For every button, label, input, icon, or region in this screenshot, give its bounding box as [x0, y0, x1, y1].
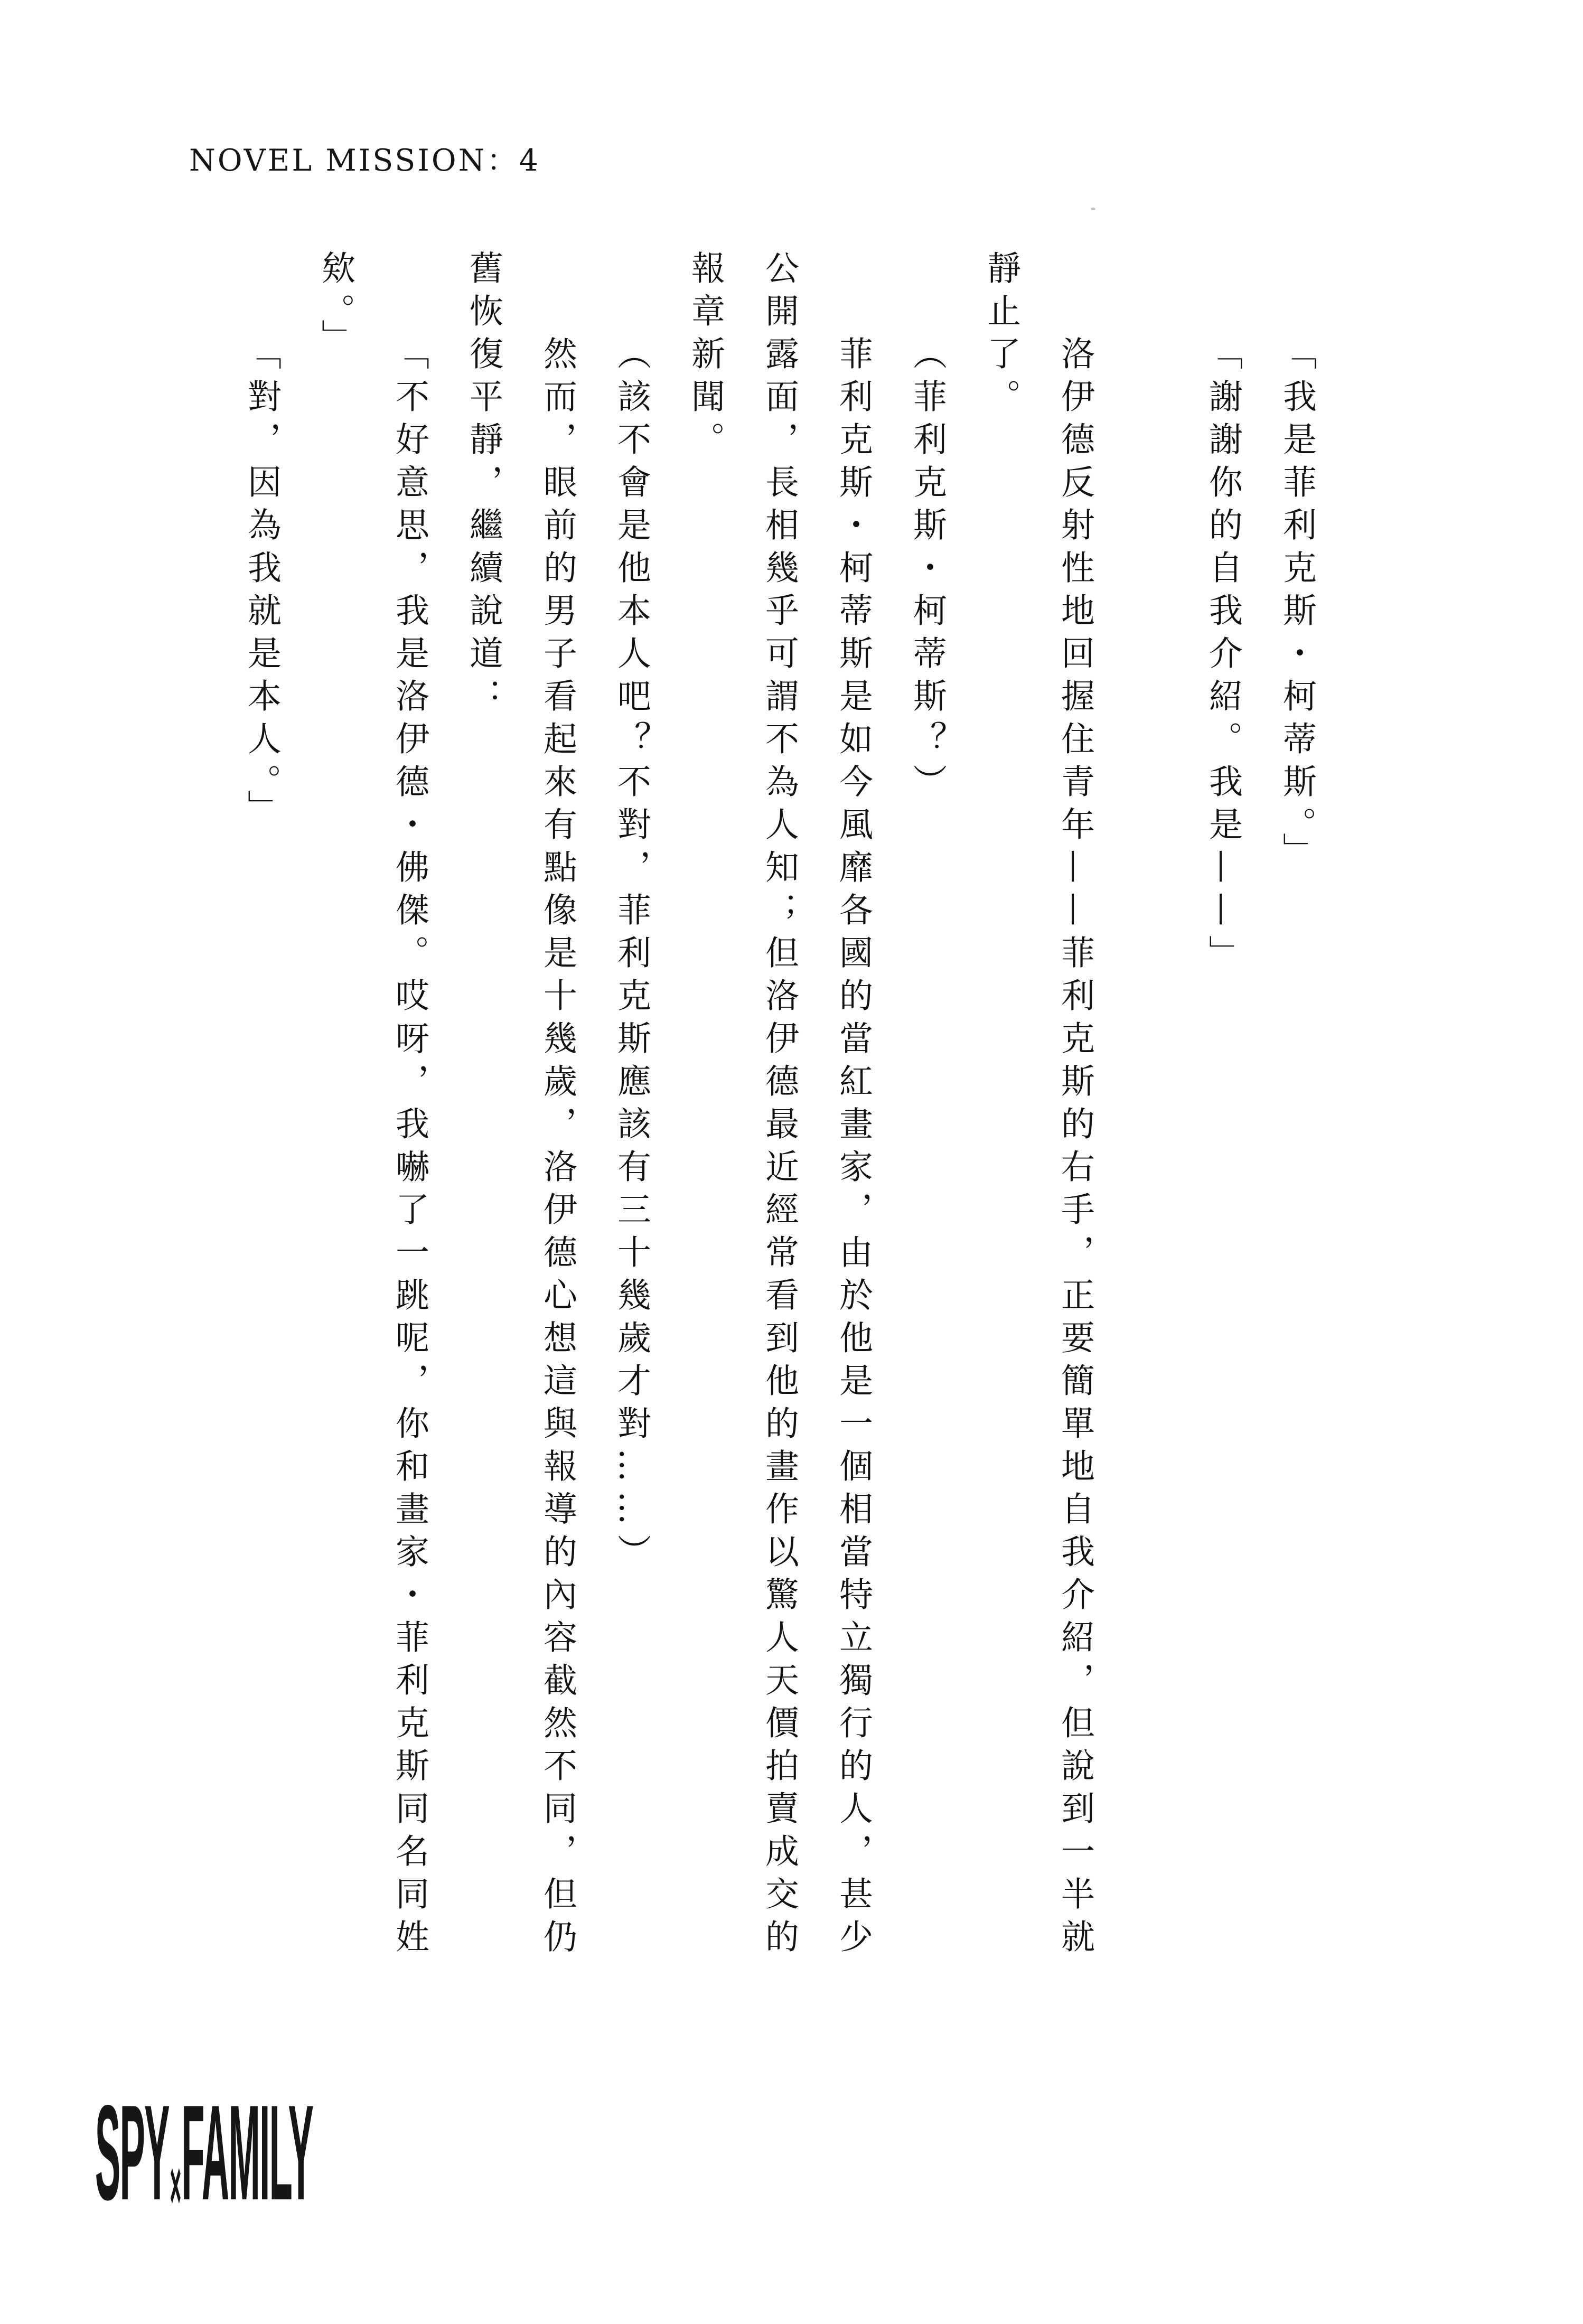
novel-text-block — [224, 250, 1334, 1962]
novel-paragraph: 菲利克斯・柯蒂斯是如今風靡各國的當紅畫家，由於他是一個相當特立獨行的人，甚少公開露面，長相幾乎可謂不為人知；但洛伊德最近經常看到他的畫作以驚人天價拍賣成交的報章新聞。 — [686, 250, 873, 1962]
novel-paragraph: 「不好意思，我是洛伊德・佛傑。哎呀，我嚇了一跳呢，你和畫家・菲利克斯同名同姓欸。」 — [316, 250, 429, 1962]
novel-paragraph: 洛伊德反射性地回握住青年——菲利克斯的右手，正要簡單地自我介紹，但說到一半就靜止了。 — [981, 250, 1094, 1962]
novel-paragraph: 「對，因為我就是本人。」 — [242, 336, 281, 832]
novel-paragraph: （菲利克斯・柯蒂斯？） — [907, 336, 947, 807]
spy-family-logo — [95, 2077, 313, 2243]
logo-spy-text: SPY — [95, 2077, 169, 2229]
chapter-header: NOVEL MISSION：4 — [189, 143, 540, 178]
novel-paragraph: 「謝謝你的自我介紹。我是——」 — [1203, 336, 1242, 978]
novel-paragraph: 「我是菲利克斯・柯蒂斯。」 — [1277, 336, 1316, 875]
print-artifact-dot — [1091, 208, 1095, 210]
logo-family-text: FAMILY — [181, 2077, 313, 2229]
logo-x-icon: × — [170, 2145, 181, 2225]
novel-paragraph: （該不會是他本人吧？不對，菲利克斯應該有三十幾歲才對……） — [612, 336, 651, 1577]
novel-paragraph: 然而，眼前的男子看起來有點像是十幾歲，洛伊德心想這與報導的內容截然不同，但仍舊恢復平靜，繼續說道： — [464, 250, 577, 1962]
